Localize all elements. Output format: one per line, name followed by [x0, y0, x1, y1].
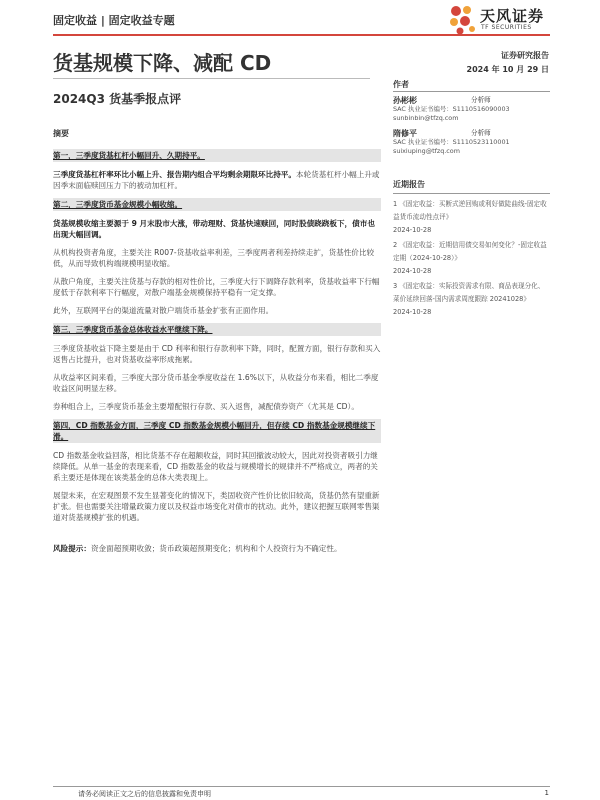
recent-report-title[interactable]: 2 《固定收益：近期信用债交易如何变化？-固定收益定期（2024-10-28）》	[393, 241, 547, 262]
section-head-1: 第一，三季度货基杠杆小幅回升、久期持平。	[53, 149, 381, 162]
risk-warning	[53, 543, 381, 554]
author-name: 孙彬彬	[393, 96, 417, 105]
author-name: 隋修平	[393, 129, 417, 138]
section-head-4: 第四，CD 指数基金方面，三季度 CD 指数基金规模小幅回升，但存续 CD 指数基金规模继续下滑。	[53, 419, 381, 443]
section-3-para-2: 从收益率区间来看，三季度大部分货币基金季度收益在 1.6%以下，从收益分布来看，相比二季度收益区间明显左移。	[53, 373, 379, 393]
recent-report-title[interactable]: 3 《固定收益：实际投资需求有限、商品表现分化、菜价延续回落-国内需求周度跟踪 20241028》	[393, 282, 545, 303]
authors-heading: 作者	[393, 80, 550, 92]
risk-label: 风险提示：	[53, 544, 91, 553]
logo-text-cn: 天风证券	[480, 7, 545, 25]
section-4-para-1: CD 指数基金收益回落，相比货基不存在超额收益，同时其回撤波动较大，因此对投资者吸引力继续降低。从单一基金的表现来看，CD 指数基金的收益与规模增长的规律并不严格成立，两者的关系主要还是体现在该类基金的总体大类表现上。	[53, 451, 378, 482]
abstract-column	[53, 128, 381, 554]
report-type: 证券研究报告	[501, 51, 549, 60]
section-head-3: 第三，三季度货币基金总体收益水平继续下降。	[53, 323, 381, 336]
section-2-para-2: 从机构投资者角度，主要关注 R007-货基收益率利差，三季度两者利差持续走扩，货基性价比较低，从而导致机构端规模明显收缩。	[53, 248, 375, 268]
section-3-para-1: 三季度货基收益下降主要是由于 CD 利率和银行存款利率下降，同时，配置方面，银行存款和买入返售占比提升，也对货基收益率形成拖累。	[53, 344, 381, 364]
recent-report-date: 2024-10-28	[393, 267, 432, 275]
author-email[interactable]: suixiuping@tfzq.com	[393, 147, 460, 155]
report-subtitle: 2024Q3 货基季报点评	[53, 92, 182, 106]
abstract-label: 摘要	[53, 129, 69, 138]
recent-report-date: 2024-10-28	[393, 308, 432, 316]
author-card	[393, 129, 550, 156]
risk-text: 资金面超预期收敛；货币政策超预期变化；机构和个人投资行为不确定性。	[90, 544, 342, 553]
section-2-para-1	[53, 218, 381, 240]
authors-panel	[393, 80, 550, 162]
title-divider	[53, 78, 370, 79]
author-role: 分析师	[471, 129, 491, 137]
report-title: 货基规模下降、减配 CD	[53, 51, 272, 75]
section-4-para-2: 展望未来，在宏观图景不发生显著变化的情况下，类固收资产性价比依旧较高，货基仍然有望重新扩张。但也需要关注增量政策力度以及权益市场变化对债市的扰动。此外，建议把握互联网零售渠道对货基规模扩张的机遇。	[53, 491, 380, 522]
recent-reports-panel	[393, 178, 550, 321]
logo-text-en: TF SECURITIES	[481, 24, 532, 31]
recent-report-date: 2024-10-28	[393, 226, 432, 234]
section-1-para-1	[53, 169, 381, 191]
recent-heading: 近期报告	[393, 178, 550, 194]
recent-report-title[interactable]: 1 《固定收益：买断式逆回购或利好做陡曲线-固定收益货币流动性点评》	[393, 200, 547, 221]
footer-disclaimer: 请务必阅读正文之后的信息披露和免责申明	[78, 790, 211, 798]
page-number: 1	[544, 789, 549, 797]
recent-report-item[interactable]	[393, 280, 550, 319]
section-2-para-3: 从散户角度，主要关注货基与存款的相对性价比，三季度大行下调降存款利率，货基收益率下行幅度低于存款利率下行幅度，对散户端基金规模保持平稳有一定支撑。	[53, 277, 380, 297]
para-bold: 三季度货基杠杆率环比小幅上升、报告期内组合平均剩余期限环比持平。	[53, 170, 296, 179]
para-text: 本轮货基杠杆小幅上升或因季末面临赎回压力下的被动加杠杆。	[53, 170, 380, 190]
recent-report-item[interactable]	[393, 198, 550, 237]
author-cert: SAC 执业证书编号：S1110523110001	[393, 138, 510, 146]
report-date: 2024 年 10 月 29 日	[466, 65, 549, 74]
recent-report-item[interactable]	[393, 239, 550, 278]
section-2-para-4: 此外，互联网平台的渠道流量对散户端货币基金扩张有正面作用。	[53, 306, 274, 315]
section-3-para-3: 券种组合上，三季度货币基金主要增配银行存款、买入返售，减配债券资产（尤其是 CD）。	[53, 402, 359, 411]
author-cert: SAC 执业证书编号：S1110516090003	[393, 105, 510, 113]
header-category: 固定收益 | 固定收益专题	[53, 14, 175, 27]
para-bold: 货基规模收缩主要源于 9 月末股市大涨，带动理财、货基快速赎回，同时股债跷跷板下，债市也出现大幅回调。	[53, 219, 375, 239]
author-card	[393, 96, 550, 123]
header-divider	[53, 34, 550, 36]
footer-divider	[53, 786, 550, 787]
section-head-2: 第二，三季度货币基金规模小幅收缩。	[53, 198, 381, 211]
author-role: 分析师	[471, 96, 491, 104]
author-email[interactable]: sunbinbin@tfzq.com	[393, 114, 459, 122]
logo-mark-icon	[446, 3, 478, 35]
